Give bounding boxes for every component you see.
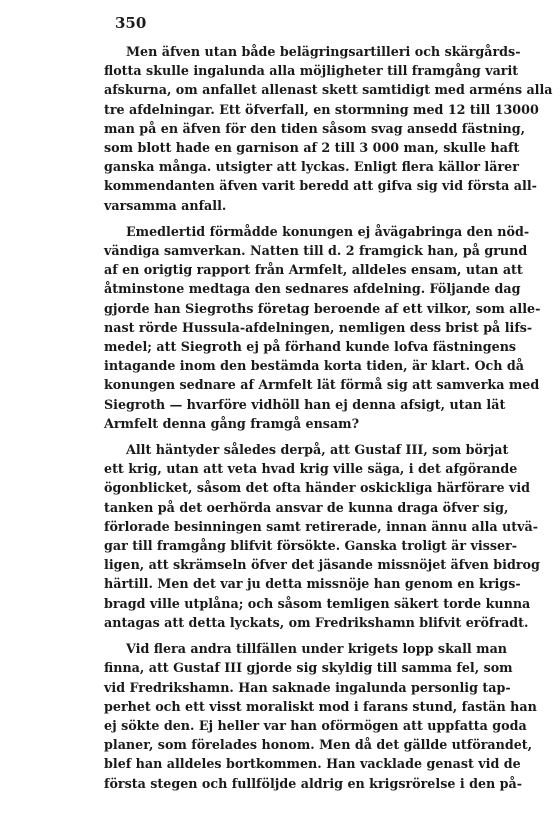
text-line: flotta skulle ingalunda alla möjligheter till framgång varit [104, 63, 519, 79]
text-line: intagande inom den bestämda korta tiden, är klart. Och då [104, 358, 525, 374]
text-line: förlorade besinningen samt retirerade, innan ännu alla utvä- [104, 518, 538, 534]
text-line: Allt häntyder således derpå, att Gustaf III, som börjat [126, 442, 509, 458]
text-line: Armfelt denna gång framgå ensam? [104, 415, 360, 431]
text-line: man på en äfven för den tiden såsom svag ansedd fästning, [104, 120, 526, 136]
text-line: bragd ville utplåna; och såsom temligen säkert torde kunna [104, 595, 531, 611]
text-line: gar till framgång blifvit försökte. Ganska troligt är visser- [104, 538, 518, 554]
text-line: planer, som förelades honom. Men då det gällde utförandet, [104, 737, 533, 753]
text-line: blef han alldeles bortkommen. Han vacklade genast vid de [104, 756, 521, 772]
text-line: konungen sednare af Armfelt lät förmå sig att samverka med [104, 377, 540, 393]
text-line: af en origtig rapport från Armfelt, alldeles ensam, utan att [104, 262, 523, 278]
text-line: ej sökte den. Ej heller var han oförmögen att uppfatta goda [104, 717, 527, 733]
paragraph [104, 222, 541, 433]
text-line: härtill. Men det var ju detta missnöje han genom en krigs- [104, 576, 521, 592]
paragraph [104, 639, 537, 793]
text-line: vid Fredrikshamn. Han saknade ingalunda personlig tap- [104, 679, 511, 695]
text-line: tanken på det oerhörda ansvar de kunna draga öfver sig, [104, 499, 509, 515]
text-line: gjorde han Siegroths företag beroende af ett vilkor, som alle- [104, 300, 541, 316]
text-line: ganska många. utsigter att lyckas. Enligt flera källor lärer [104, 159, 519, 175]
text-line: antagas att detta lyckats, om Fredrikshamn blifvit eröfradt. [104, 614, 529, 630]
page-number: 350 [115, 14, 147, 32]
text-line: finna, att Gustaf III gjorde sig skyldig till samma fel, som [104, 660, 513, 676]
text-line: ett krig, utan att veta hvad krig ville säga, i det afgörande [104, 461, 518, 477]
paragraph [104, 440, 540, 632]
text-line: som blott hade en garnison af 2 till 3 000 man, skulle haft [104, 140, 520, 156]
text-line: nast rörde Hussula-afdelningen, nemligen dess brist på lifs- [104, 319, 533, 335]
text-line: åtminstone medtaga den sednares afdelning. Följande dag [104, 281, 521, 297]
text-line: ögonblicket, såsom det ofta händer oskickliga härförare vid [104, 480, 531, 496]
text-line: Siegroth — hvarföre vidhöll han ej denna afsigt, utan lät [104, 396, 506, 412]
text-line: Emedlertid förmådde konungen ej åvägabringa den nöd- [126, 223, 530, 239]
text-line: Vid flera andra tillfällen under krigets lopp skall man [126, 641, 508, 657]
text-line: afskurna, om anfallet allenast skett samtidigt med arméns alla [104, 82, 553, 98]
text-line: medel; att Siegroth ej på förhand kunde lofva fästningens [104, 339, 517, 355]
body-text [104, 42, 553, 800]
text-line: ligen, att skrämseln öfver det jäsande missnöjet äfven bidrog [104, 557, 540, 573]
paragraph [104, 42, 553, 215]
text-line: kommendanten äfven varit beredd att gifva sig vid första all- [104, 178, 537, 194]
text-line: Men äfven utan både belägringsartilleri och skärgårds- [126, 44, 521, 59]
text-line: varsamma anfall. [104, 197, 227, 213]
text-line: vändiga samverkan. Natten till d. 2 framgick han, på grund [104, 243, 528, 259]
text-line: första stegen och fullföljde aldrig en krigsrörelse i den på- [104, 775, 523, 791]
text-line: perhet och ett visst moraliskt mod i farans stund, fastän han [104, 698, 537, 714]
text-line: tre afdelningar. Ett öfverfall, en stormning med 12 till 13000 [104, 101, 539, 117]
